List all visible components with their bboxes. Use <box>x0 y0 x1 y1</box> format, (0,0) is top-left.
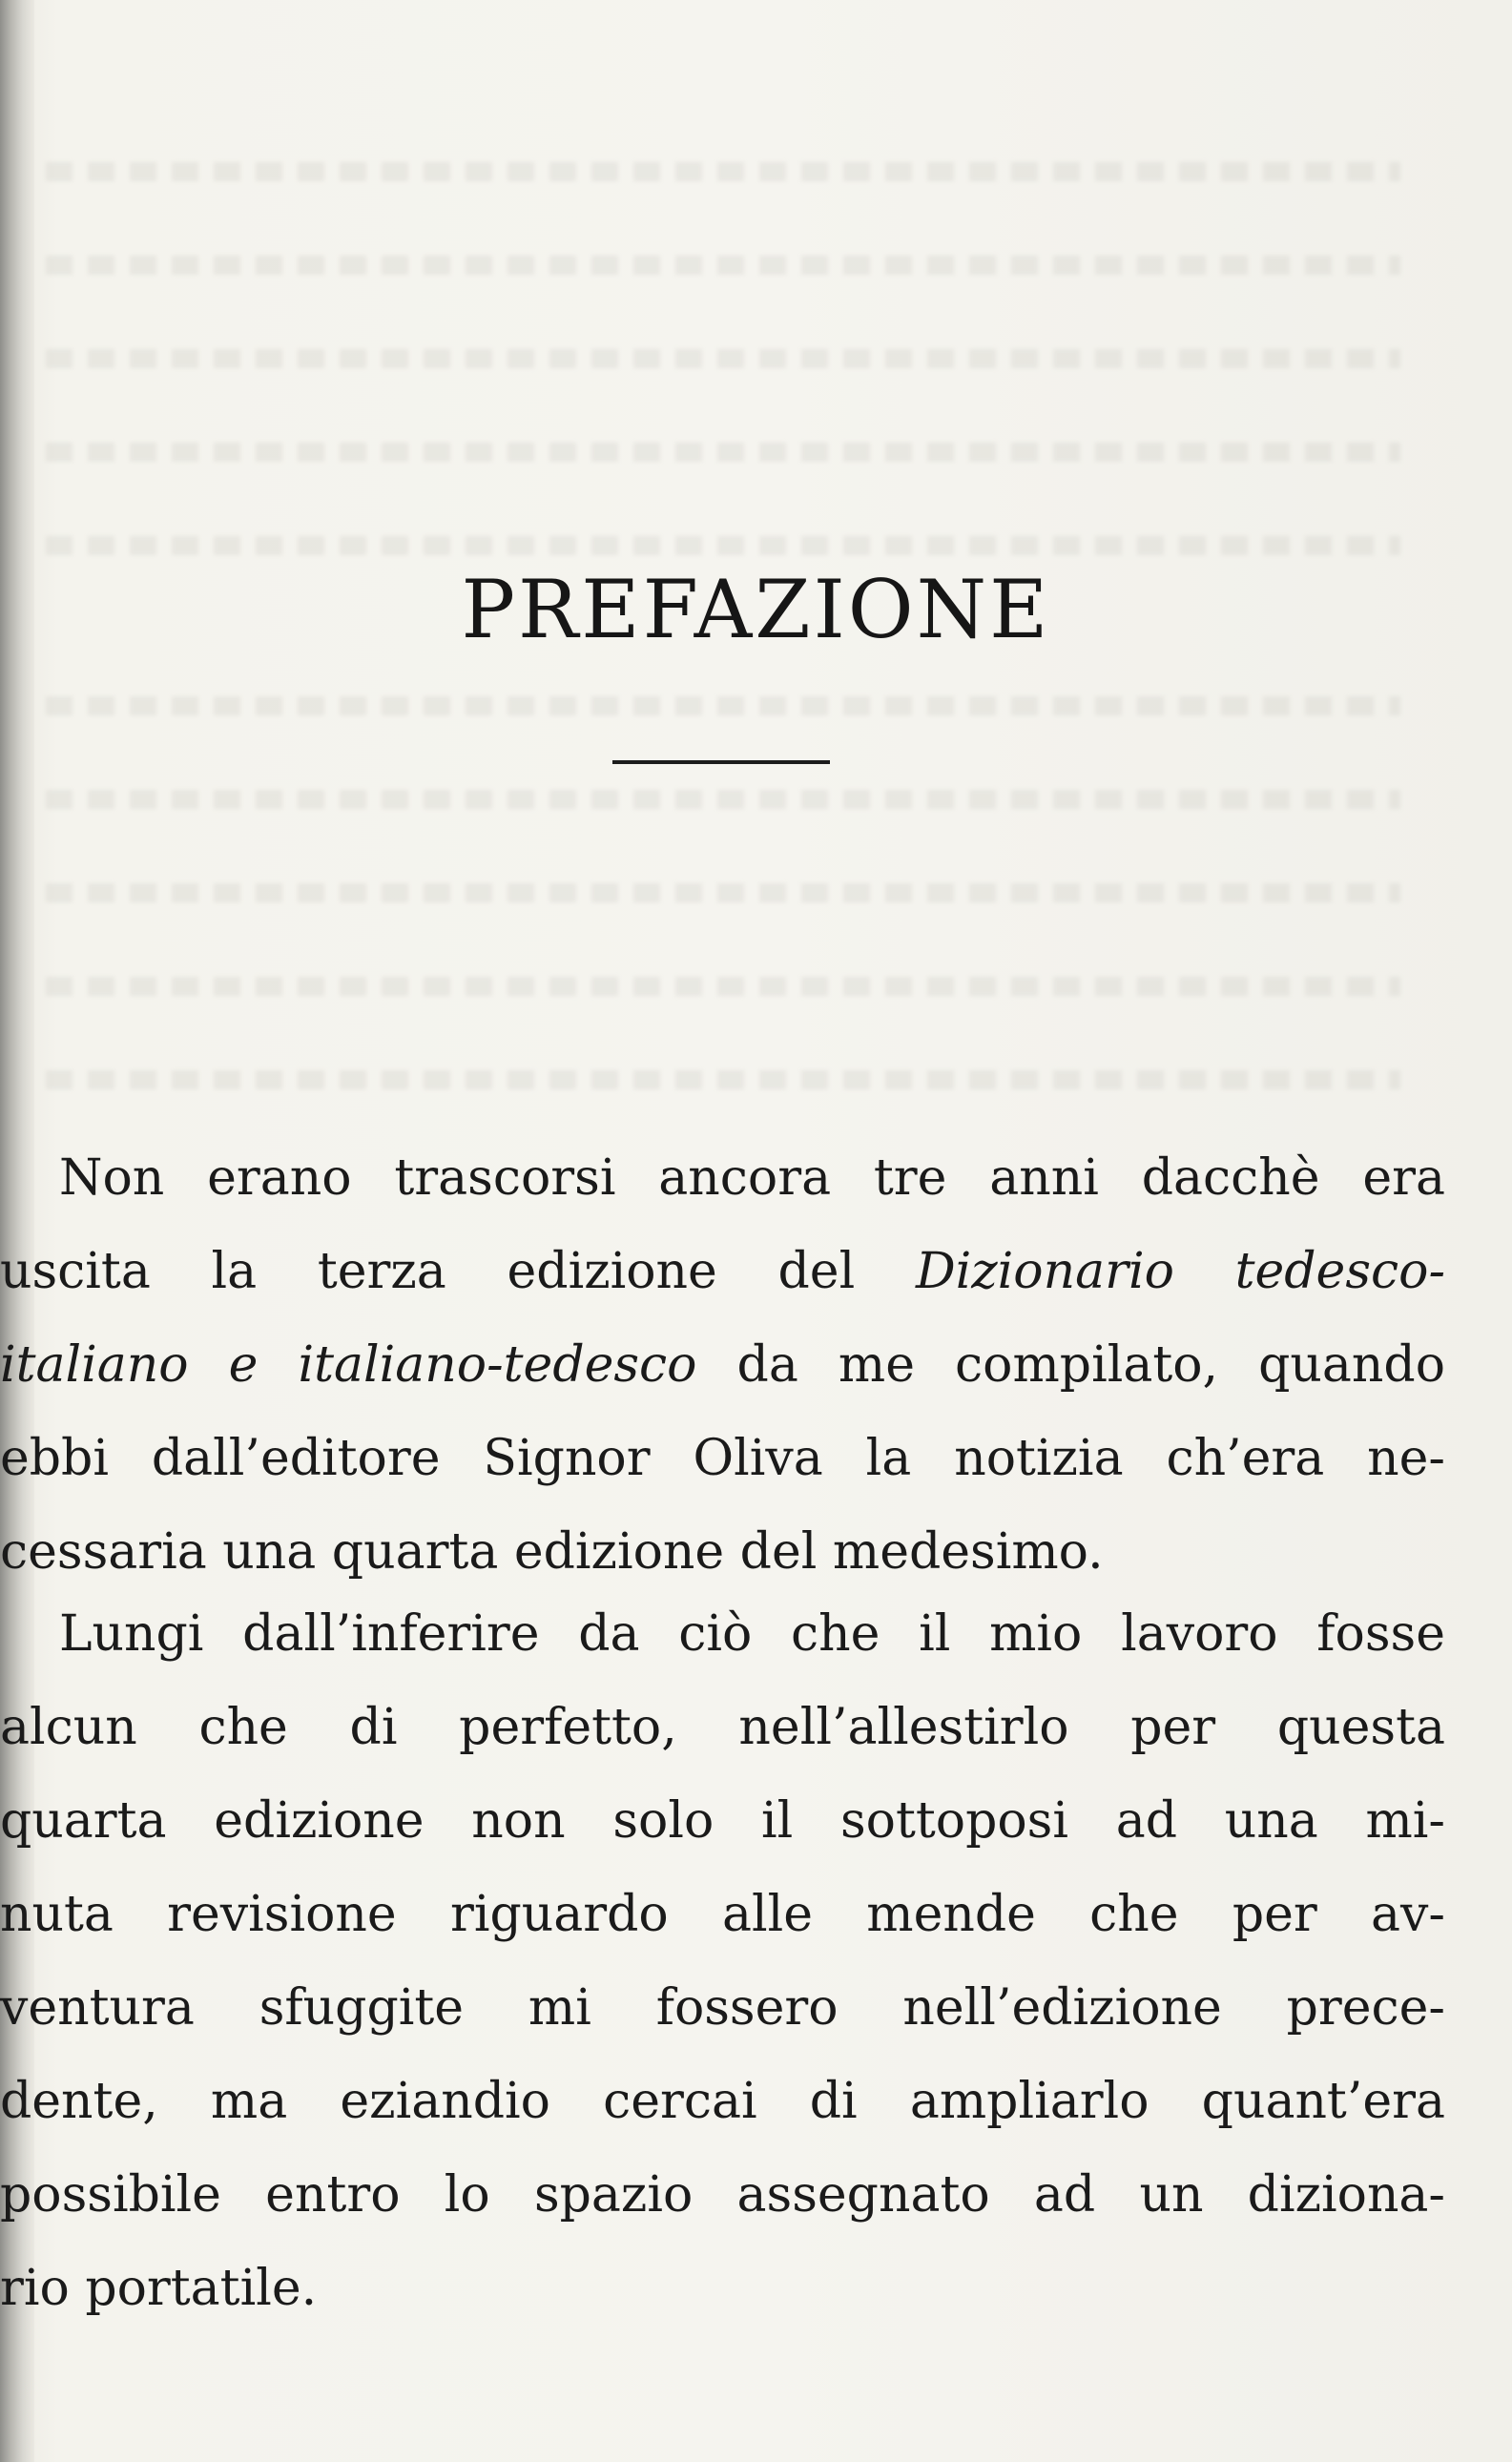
bleed-through-text <box>46 696 1400 715</box>
text-line: cessaria una quarta edizione del medesimo. <box>0 1523 1104 1581</box>
page-title: PREFAZIONE <box>461 563 1051 656</box>
text-line: rio portatile. <box>0 2260 318 2317</box>
bleed-through-text <box>46 883 1400 902</box>
text-line: possibile entro lo spazio assegnato ad un diziona- <box>0 2166 1445 2224</box>
bleed-through-text <box>46 349 1400 368</box>
text-line: dente, ma eziandio cercai di ampliarlo quant’era <box>0 2073 1445 2130</box>
text-line: italiano e italiano-tedesco da me compilato, quando <box>0 1336 1445 1394</box>
paragraph-1 <box>0 1131 1445 1599</box>
bleed-through-text <box>46 790 1400 809</box>
text-line: Non erano trascorsi ancora tre anni dacchè era <box>59 1149 1445 1207</box>
bleed-through-text <box>46 536 1400 555</box>
text-line: nuta revisione riguardo alle mende che per av- <box>0 1886 1445 1943</box>
text-line: uscita la terza edizione del Dizionario tedesco- <box>0 1243 1445 1300</box>
text-line: ventura sfuggite mi fossero nell’edizione prece- <box>0 1979 1445 2037</box>
text-line: quarta edizione non solo il sottoposi ad una mi- <box>0 1792 1445 1850</box>
bleed-through-text <box>46 977 1400 996</box>
title-divider <box>612 760 830 764</box>
bleed-through-text <box>46 1070 1400 1089</box>
paragraph-2 <box>0 1587 1445 2335</box>
bleed-through-text <box>46 256 1400 275</box>
bleed-through-text <box>46 443 1400 462</box>
text-line: Lungi dall’inferire da ciò che il mio lavoro fosse <box>59 1605 1445 1663</box>
text-line: ebbi dall’editore Signor Oliva la notizia ch’era ne- <box>0 1430 1445 1487</box>
bleed-through-text <box>46 162 1400 181</box>
text-line: alcun che di perfetto, nell’allestirlo per questa <box>0 1699 1445 1756</box>
